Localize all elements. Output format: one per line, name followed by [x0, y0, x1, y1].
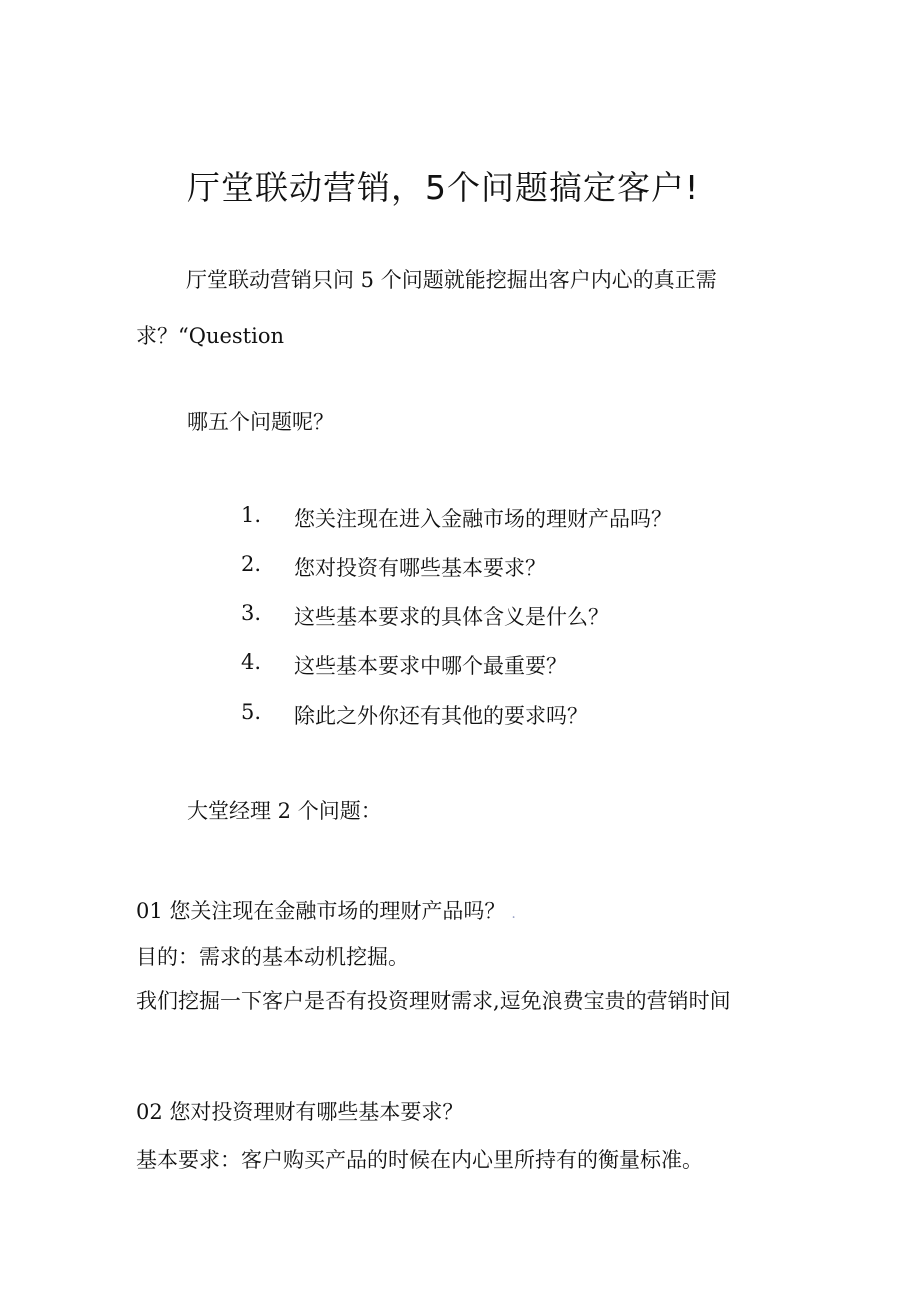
list-item-number: 1. [241, 503, 262, 527]
list-item-text: 这些基本要求的具体含义是什么？ [294, 605, 609, 629]
which-five-question: 哪五个问题呢？ [187, 410, 334, 434]
manager-heading: 大堂经理 2 个问题： [187, 799, 382, 823]
purpose-line: 目的：需求的基本动机挖掘。 [136, 945, 409, 969]
list-item-number: 5. [241, 700, 262, 724]
list-item-text: 除此之外你还有其他的要求吗？ [294, 704, 588, 728]
list-item-number: 3. [241, 601, 262, 625]
basic-requirement-line: 基本要求：客户购买产品的时候在内心里所持有的衡量标准。 [136, 1148, 703, 1172]
question-01-text: 01 您关注现在金融市场的理财产品吗？ [136, 899, 506, 923]
list-item-number: 4. [241, 650, 262, 674]
stray-mark: . [511, 906, 516, 922]
question-01 [136, 895, 516, 925]
purpose-detail-paragraph: 我们挖掘一下客户是否有投资理财需求,逗免浪费宝贵的营销时间 [136, 989, 731, 1013]
list-item-text: 您关注现在进入金融市场的理财产品吗？ [294, 507, 672, 531]
list-item-text: 这些基本要求中哪个最重要？ [294, 654, 567, 678]
list-item-text: 您对投资有哪些基本要求？ [294, 556, 546, 580]
list-item-number: 2. [241, 552, 262, 576]
question-02: 02 您对投资理财有哪些基本要求？ [136, 1100, 464, 1124]
page-title: 厅堂联动营销，5个问题搞定客户! [187, 168, 700, 207]
intro-paragraph: 厅堂联动营销只问 5 个问题就能挖掘出客户内心的真正需求？“Question [136, 268, 717, 348]
